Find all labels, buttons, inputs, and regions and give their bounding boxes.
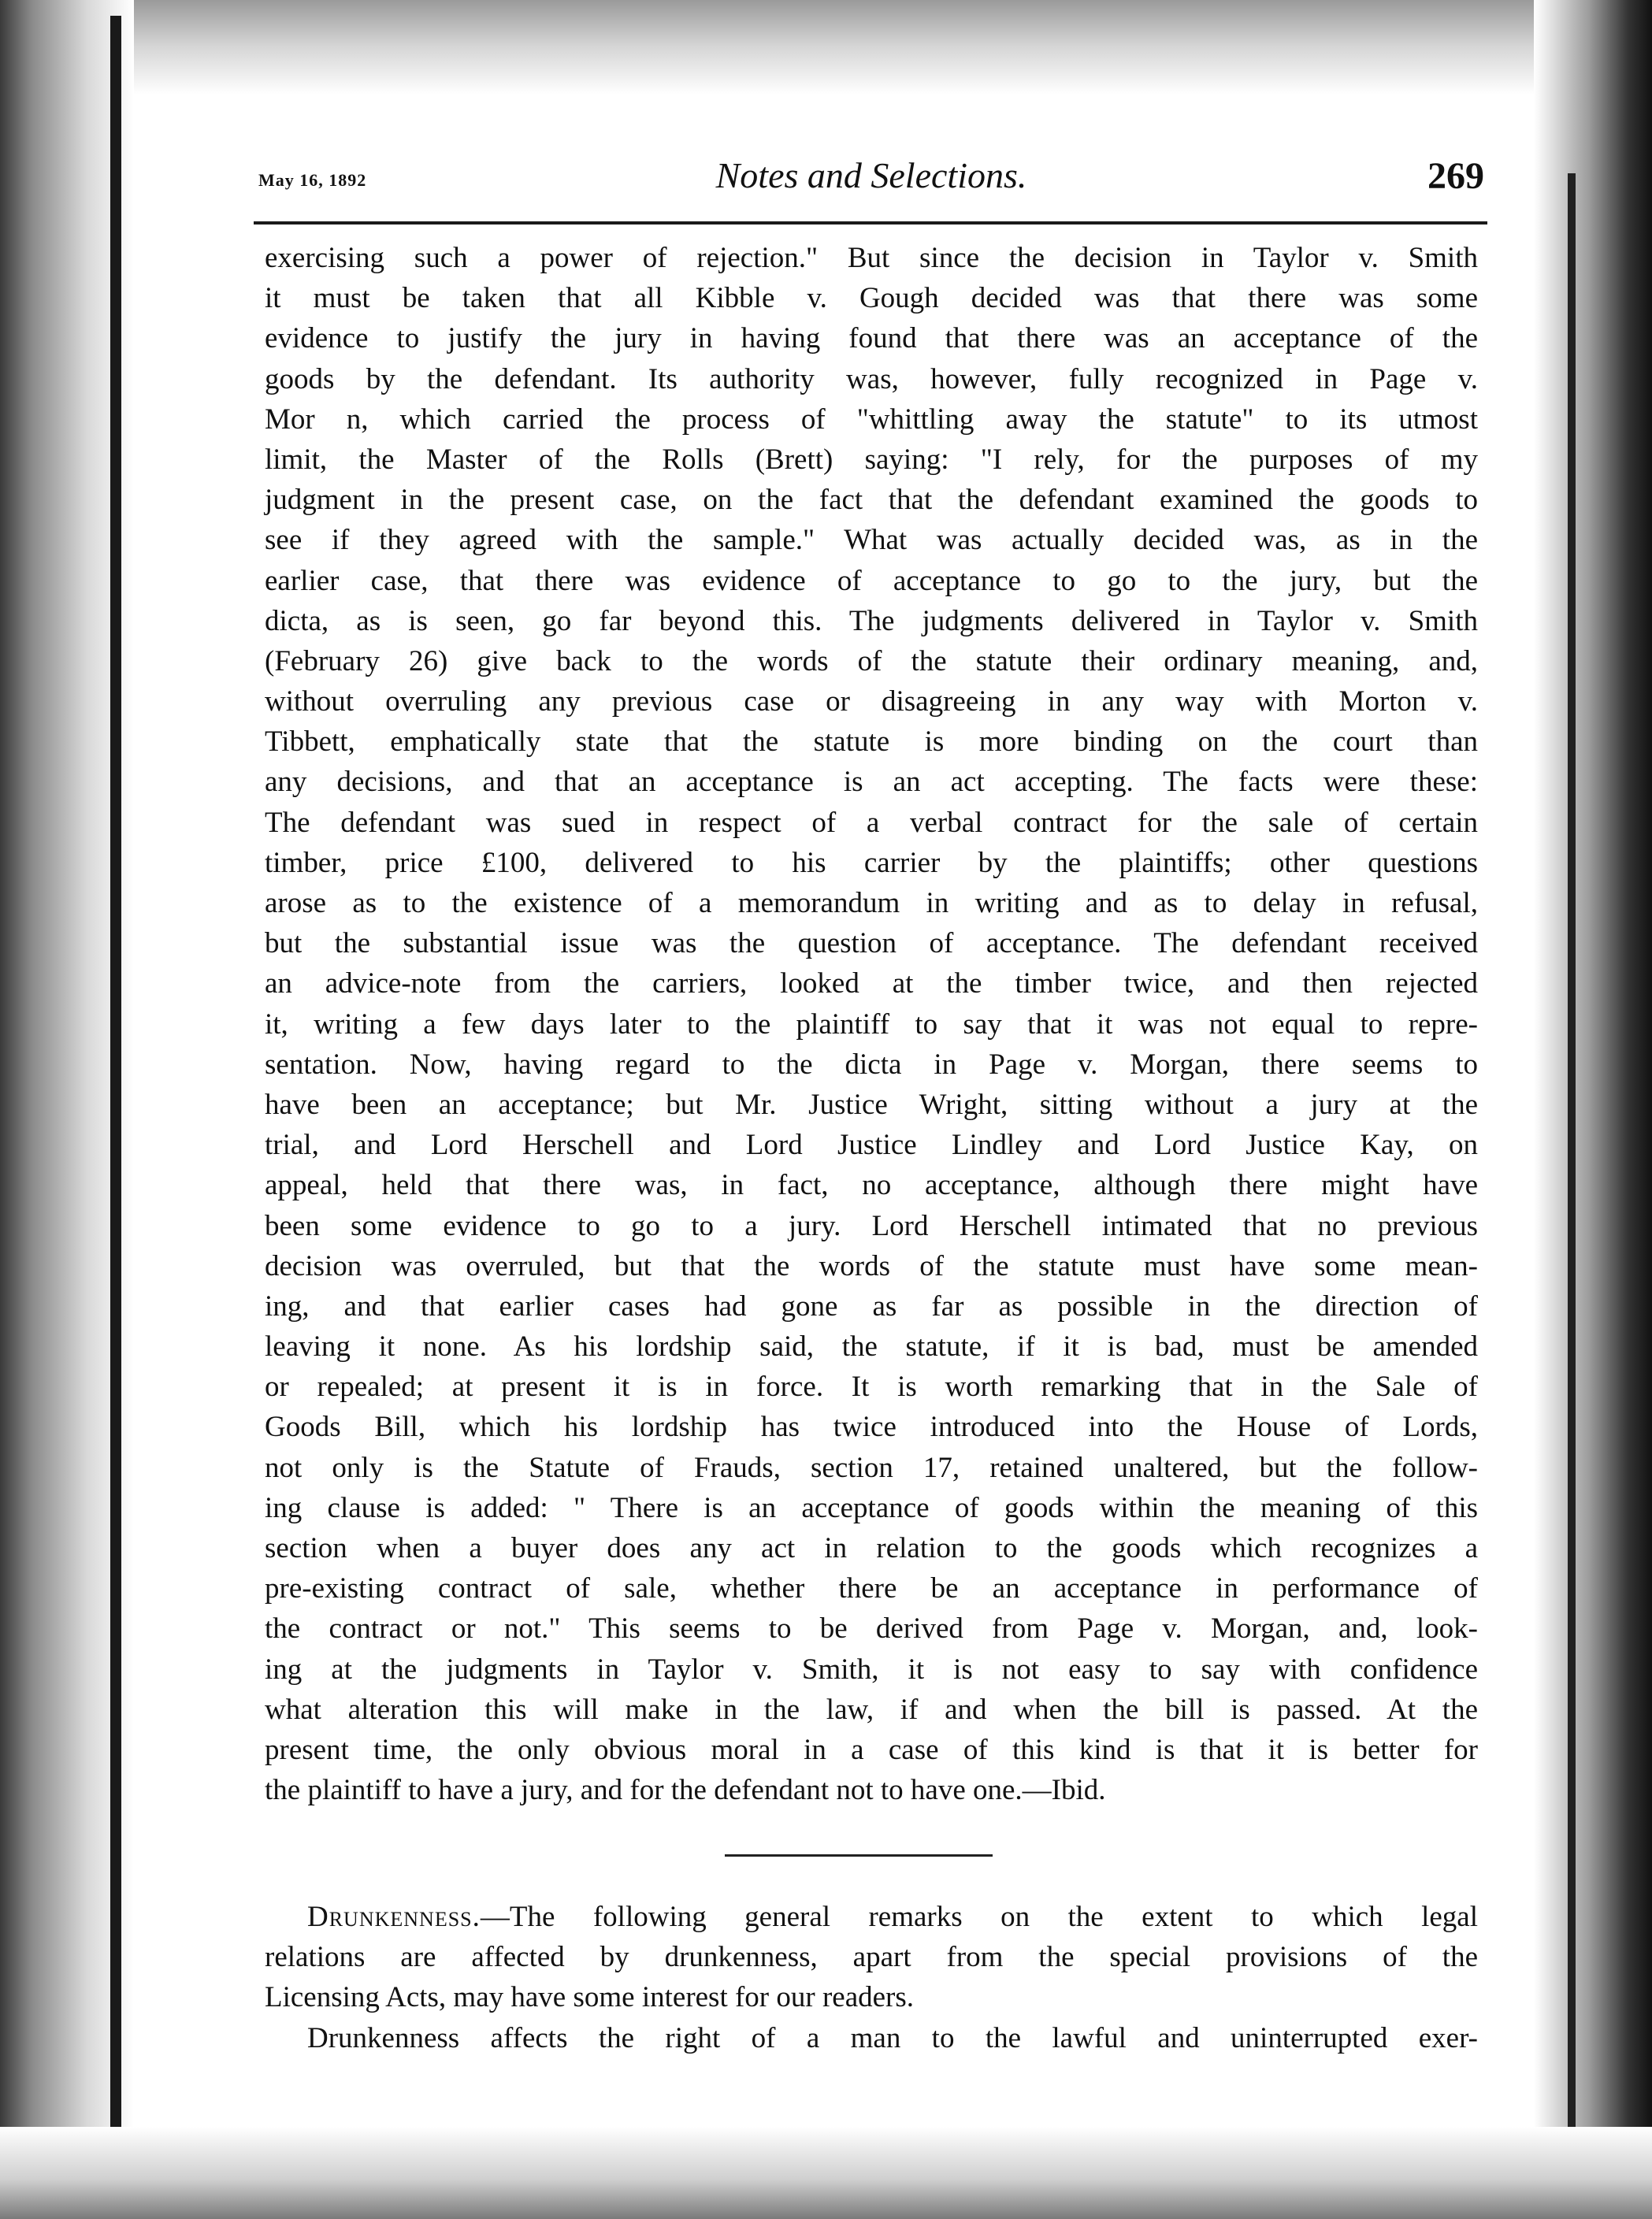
text-line: but the substantial issue was the question of acceptance. The defendant received <box>265 927 1478 960</box>
scan-shadow-bottom <box>0 2127 1652 2219</box>
text-line: Mor n, which carried the process of "whittling away the statute" to its utmost <box>265 403 1478 436</box>
text-line: ing, and that earlier cases had gone as far as possible in the direction of <box>265 1289 1478 1323</box>
text-line: dicta, as is seen, go far beyond this. The judgments delivered in Taylor v. Smith <box>265 604 1478 637</box>
text-line: present time, the only obvious moral in a case of this kind is that it is better for <box>265 1733 1478 1766</box>
text-line: have been an acceptance; but Mr. Justice Wright, sitting without a jury at the <box>265 1088 1478 1121</box>
text-line: leaving it none. As his lordship said, the statute, if it is bad, must be amended <box>265 1330 1478 1364</box>
text-line: not only is the Statute of Frauds, section 17, retained unaltered, but the follow- <box>265 1451 1478 1484</box>
text-line: earlier case, that there was evidence of acceptance to go to the jury, but the <box>265 564 1478 597</box>
text-line: relations are affected by drunkenness, apart from the special provisions of the <box>265 1941 1478 1974</box>
text-line: the plaintiff to have a jury, and for the defendant not to have one.—Ibid. <box>265 1774 1106 1807</box>
text-line: without overruling any previous case or disagreeing in any way with Morton v. <box>265 685 1478 718</box>
text-line: section when a buyer does any act in relation to the goods which recognizes a <box>265 1532 1478 1564</box>
text-line: the contract or not." This seems to be derived from Page v. Morgan, and, look- <box>265 1612 1478 1646</box>
text-line: Licensing Acts, may have some interest for our readers. <box>265 1981 915 2014</box>
text-line: see if they agreed with the sample." What was actually decided was, as in the <box>265 524 1478 557</box>
text-line: been some evidence to go to a jury. Lord Herschell intimated that no previous <box>265 1209 1478 1242</box>
binding-edge-left <box>110 16 121 2206</box>
text-line: appeal, held that there was, in fact, no acceptance, although there might have <box>265 1169 1478 1202</box>
text-line: exercising such a power of rejection." But since the decision in Taylor v. Smith <box>265 242 1478 274</box>
header-date: May 16, 1892 <box>258 170 367 190</box>
text-line: it, writing a few days later to the plaintiff to say that it was not equal to repre- <box>265 1007 1478 1041</box>
article-drunkenness <box>265 1897 1478 2058</box>
header-rule <box>254 221 1487 224</box>
text-line <box>265 1897 1478 1937</box>
article-taylor-v-smith <box>265 238 1478 1810</box>
text-line: decision was overruled, but that the words of the statute must have some mean- <box>265 1249 1478 1282</box>
text-line: (February 26) give back to the words of the statute their ordinary meaning, and, <box>265 644 1478 677</box>
running-header <box>258 154 1484 214</box>
text-line: arose as to the existence of a memorandum in writing and as to delay in refusal, <box>265 887 1478 919</box>
text-line: Tibbett, emphatically state that the statute is more binding on the court than <box>265 725 1478 759</box>
text-line: what alteration this will make in the law, if and when the bill is passed. At the <box>265 1693 1478 1726</box>
page-edge-right <box>1568 173 1576 2206</box>
text-line: ing clause is added: " There is an acceptance of goods within the meaning of this <box>265 1491 1478 1524</box>
heading-continuation: —The following general remarks on the extent to which legal <box>480 1901 1478 1933</box>
text-line: it must be taken that all Kibble v. Gough decided was that there was some <box>265 282 1478 315</box>
text-line: ing at the judgments in Taylor v. Smith, it is not easy to say with confidence <box>265 1653 1478 1686</box>
text-line: trial, and Lord Herschell and Lord Justice Lindley and Lord Justice Kay, on <box>265 1129 1478 1162</box>
text-line: limit, the Master of the Rolls (Brett) saying: "I rely, for the purposes of my <box>265 443 1478 476</box>
page-number: 269 <box>1427 155 1484 197</box>
text-line: timber, price £100, delivered to his carrier by the plaintiffs; other questions <box>265 846 1478 879</box>
header-title: Notes and Selections. <box>715 155 1027 195</box>
section-heading: Drunkenness. <box>307 1901 481 1933</box>
scan-shadow-top <box>0 0 1652 95</box>
text-line: Drunkenness affects the right of a man to the lawful and uninterrupted exer- <box>307 2021 1478 2054</box>
text-line: any decisions, and that an acceptance is an act accepting. The facts were these: <box>265 766 1478 799</box>
text-line: evidence to justify the jury in having found that there was an acceptance of the <box>265 322 1478 355</box>
text-line: or repealed; at present it is in force. It is worth remarking that in the Sale of <box>265 1371 1478 1404</box>
scan-shadow-right <box>1534 0 1652 2219</box>
text-line: The defendant was sued in respect of a verbal contract for the sale of certain <box>265 806 1478 839</box>
text-line: goods by the defendant. Its authority was, however, fully recognized in Page v. <box>265 362 1478 395</box>
text-line: judgment in the present case, on the fact that the defendant examined the goods to <box>265 484 1478 517</box>
section-divider <box>725 1854 993 1857</box>
text-line: Goods Bill, which his lordship has twice introduced into the House of Lords, <box>265 1411 1478 1444</box>
text-line: an advice-note from the carriers, looked at the timber twice, and then rejected <box>265 967 1478 1000</box>
text-line: sentation. Now, having regard to the dicta in Page v. Morgan, there seems to <box>265 1048 1478 1081</box>
text-line: pre-existing contract of sale, whether there be an acceptance in performance of <box>265 1572 1478 1605</box>
